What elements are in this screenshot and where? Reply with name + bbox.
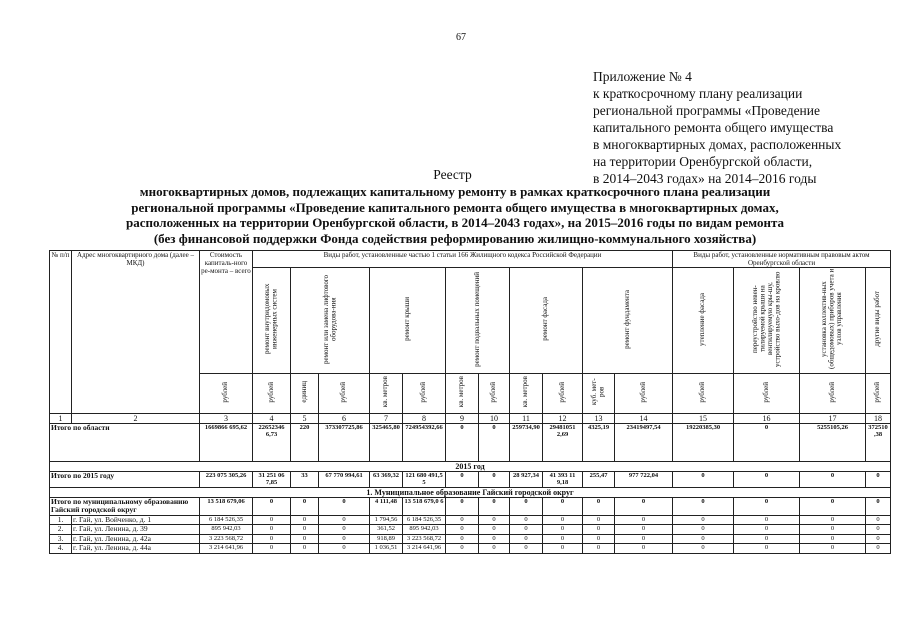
value-cell: 28 927,34	[510, 471, 543, 487]
value-cell: 0	[446, 497, 479, 515]
column-number: 5	[291, 413, 319, 423]
header-address: Адрес многоквартирного дома (далее – МКД)	[72, 251, 200, 414]
value-cell: 0	[734, 515, 800, 525]
value-cell: 13 518 679,06	[200, 497, 253, 515]
value-cell: 3 214 641,96	[200, 544, 253, 554]
column-number: 11	[510, 413, 543, 423]
work-type-header: ремонт фасада	[510, 268, 583, 374]
column-number: 13	[583, 413, 615, 423]
header-row	[50, 251, 891, 268]
column-number: 4	[253, 413, 291, 423]
value-cell: 0	[253, 497, 291, 515]
value-cell: 0	[319, 515, 370, 525]
value-cell: 0	[866, 544, 891, 554]
value-cell: 0	[800, 497, 866, 515]
appendix-line: в многоквартирных домах, расположенных	[593, 137, 842, 152]
unit-cell: единиц	[291, 374, 319, 414]
total-2015-label: Итого по 2015 году	[50, 471, 200, 487]
value-cell: 1 036,51	[370, 544, 403, 554]
row-number: 4.	[50, 544, 72, 554]
value-cell: 0	[543, 534, 583, 544]
unit-cell: рублей	[319, 374, 370, 414]
value-cell: 361,52	[370, 525, 403, 535]
value-cell: 0	[479, 471, 510, 487]
section-label: 1. Муниципальное образование Гайский городской округ	[50, 487, 891, 497]
value-cell: 0	[291, 525, 319, 535]
value-cell: 0	[583, 515, 615, 525]
value-cell: 0	[673, 544, 734, 554]
value-cell: 0	[866, 525, 891, 535]
work-type-header: утепление фасада	[673, 268, 734, 374]
value-cell: 0	[446, 534, 479, 544]
value-cell: 4 111,48	[370, 497, 403, 515]
value-cell: 0	[615, 544, 673, 554]
row-number: 2.	[50, 525, 72, 535]
column-number: 15	[673, 413, 734, 423]
value-cell: 0	[800, 471, 866, 487]
value-cell: 0	[673, 534, 734, 544]
house-row	[50, 515, 891, 525]
value-cell: 0	[510, 515, 543, 525]
column-number: 8	[403, 413, 446, 423]
unit-cell: рублей	[479, 374, 510, 414]
year-row	[50, 461, 891, 471]
unit-cell: рублей	[866, 374, 891, 414]
work-type-header: установка коллектив-ных (общедомовых) приборов учета и узлов управления	[800, 268, 866, 374]
value-cell: 0	[479, 534, 510, 544]
value-cell: 0	[734, 544, 800, 554]
unit-cell: рублей	[673, 374, 734, 414]
total-region-label: Итого по области	[50, 423, 200, 461]
value-cell: 0	[583, 525, 615, 535]
work-type-header: ремонт или замена лифтового оборудова-ния	[291, 268, 370, 374]
column-number: 14	[615, 413, 673, 423]
appendix-line: капитального ремонта общего имущества	[593, 120, 834, 135]
value-cell: 0	[543, 525, 583, 535]
value-cell: 0	[543, 497, 583, 515]
value-cell: 0	[446, 544, 479, 554]
value-cell: 0	[446, 515, 479, 525]
value-cell: 0	[866, 534, 891, 544]
houses-body	[50, 515, 891, 553]
value-cell: 0	[734, 534, 800, 544]
value-cell: 0	[291, 534, 319, 544]
unit-cell: рублей	[253, 374, 291, 414]
value-cell: 0	[479, 544, 510, 554]
value-cell: 373307725,86	[319, 423, 370, 461]
value-cell: 0	[446, 423, 479, 461]
work-type-header: ремонт внутридомовых инженерных систем	[253, 268, 291, 374]
registry-table	[49, 250, 891, 554]
value-cell: 19220385,30	[673, 423, 734, 461]
unit-cell: рублей	[543, 374, 583, 414]
column-numbers-row	[50, 413, 891, 423]
header-group-federal: Виды работ, установленные частью 1 статьи 166 Жилищного кодекса Российской Федерации	[253, 251, 673, 268]
value-cell: 0	[446, 525, 479, 535]
value-cell: 3 214 641,96	[403, 544, 446, 554]
value-cell: 0	[479, 497, 510, 515]
appendix-line: на территории Оренбургской области,	[593, 154, 813, 169]
unit-cell: куб. мет-ров	[583, 374, 615, 414]
column-number: 18	[866, 413, 891, 423]
house-address: г. Гай, ул. Ленина, д. 42а	[72, 534, 200, 544]
total-mo-row	[50, 497, 891, 515]
column-number: 9	[446, 413, 479, 423]
value-cell: 0	[291, 515, 319, 525]
value-cell: 3 223 568,72	[200, 534, 253, 544]
appendix-line: к краткосрочному плану реализации	[593, 86, 803, 101]
subtitle-line: региональной программы «Проведение капитального ремонта общего имущества в многоквартирных домах,	[131, 199, 779, 215]
value-cell: 0	[253, 525, 291, 535]
header-group-regional: Виды работ, установленные нормативным правовым актом Оренбургской области	[673, 251, 891, 268]
header-num: № п/п	[50, 251, 72, 414]
appendix-line: Приложение № 4	[593, 69, 692, 84]
value-cell: 0	[800, 544, 866, 554]
value-cell: 0	[734, 497, 800, 515]
value-cell: 977 722,04	[615, 471, 673, 487]
unit-cell: рублей	[734, 374, 800, 414]
value-cell: 4325,19	[583, 423, 615, 461]
value-cell: 895 942,03	[200, 525, 253, 535]
column-number: 16	[734, 413, 800, 423]
value-cell: 0	[583, 544, 615, 554]
value-cell: 0	[479, 525, 510, 535]
work-type-header: переустройство невен-тилируемой крыши на вентилируемую кры-шу, устройство выхо-дов на кровлю	[734, 268, 800, 374]
value-cell: 255,47	[583, 471, 615, 487]
value-cell: 0	[866, 497, 891, 515]
value-cell: 0	[615, 515, 673, 525]
value-cell: 0	[800, 515, 866, 525]
value-cell: 41 393 11 9,18	[543, 471, 583, 487]
work-type-header: ремонт крыши	[370, 268, 446, 374]
value-cell: 0	[319, 525, 370, 535]
value-cell: 0	[319, 497, 370, 515]
value-cell: 0	[734, 423, 800, 461]
value-cell: 0	[615, 525, 673, 535]
value-cell: 0	[800, 534, 866, 544]
value-cell: 0	[734, 471, 800, 487]
value-cell: 0	[446, 471, 479, 487]
unit-cell: рублей	[403, 374, 446, 414]
unit-cell: рублей	[615, 374, 673, 414]
unit-cell: кв. метров	[370, 374, 403, 414]
value-cell: 31 251 06 7,85	[253, 471, 291, 487]
value-cell: 0	[510, 497, 543, 515]
value-cell: 1669866 695,62	[200, 423, 253, 461]
house-row	[50, 534, 891, 544]
total-mo-label: Итого по муниципальному образованию Гайский городской округ	[50, 497, 200, 515]
value-cell: 0	[673, 525, 734, 535]
value-cell: 67 770 994,61	[319, 471, 370, 487]
value-cell: 895 942,03	[403, 525, 446, 535]
value-cell: 121 680 491,5 5	[403, 471, 446, 487]
value-cell: 29481051 2,69	[543, 423, 583, 461]
value-cell: 0	[291, 544, 319, 554]
value-cell: 0	[866, 471, 891, 487]
column-number: 6	[319, 413, 370, 423]
value-cell: 0	[319, 534, 370, 544]
value-cell: 0	[510, 534, 543, 544]
row-number: 1.	[50, 515, 72, 525]
value-cell: 23419497,54	[615, 423, 673, 461]
value-cell: 0	[800, 525, 866, 535]
value-cell: 0	[479, 515, 510, 525]
work-type-header: ремонт фундамента	[583, 268, 673, 374]
value-cell: 0	[734, 525, 800, 535]
value-cell: 0	[673, 497, 734, 515]
value-cell: 0	[583, 497, 615, 515]
total-region-row	[50, 423, 891, 461]
value-cell: 724954392,66	[403, 423, 446, 461]
column-number: 17	[800, 413, 866, 423]
column-number: 3	[200, 413, 253, 423]
row-number: 3.	[50, 534, 72, 544]
house-address: г. Гай, ул. Войченко, д. 1	[72, 515, 200, 525]
value-cell: 6 184 526,35	[200, 515, 253, 525]
value-cell: 0	[866, 515, 891, 525]
value-cell: 0	[673, 471, 734, 487]
value-cell: 0	[583, 534, 615, 544]
value-cell: 0	[253, 544, 291, 554]
house-row	[50, 544, 891, 554]
value-cell: 5255105,26	[800, 423, 866, 461]
value-cell: 0	[543, 515, 583, 525]
value-cell: 372510 ,38	[866, 423, 891, 461]
house-address: г. Гай, ул. Ленина, д. 44а	[72, 544, 200, 554]
value-cell: 259734,90	[510, 423, 543, 461]
subtitle-line: многоквартирных домов, подлежащих капитальному ремонту в рамках краткосрочного плана реализации	[139, 184, 771, 199]
value-cell: 0	[510, 525, 543, 535]
value-cell: 1 794,56	[370, 515, 403, 525]
unit-cell: рублей	[800, 374, 866, 414]
value-cell: 63 369,32	[370, 471, 403, 487]
column-number: 2	[72, 413, 200, 423]
work-type-header: другие виды работ	[866, 268, 891, 374]
value-cell: 0	[479, 423, 510, 461]
value-cell: 220	[291, 423, 319, 461]
value-cell: 0	[615, 534, 673, 544]
value-cell: 0	[615, 497, 673, 515]
appendix-line: в 2014–2043 годах» на 2014–2016 годы	[593, 171, 817, 186]
work-type-header: ремонт подвальных помещений	[446, 268, 510, 374]
total-2015-row	[50, 471, 891, 487]
value-cell: 6 184 526,35	[403, 515, 446, 525]
value-cell: 0	[543, 544, 583, 554]
value-cell: 33	[291, 471, 319, 487]
value-cell: 0	[253, 534, 291, 544]
year-label: 2015 год	[50, 461, 891, 471]
column-number: 12	[543, 413, 583, 423]
value-cell: 0	[291, 497, 319, 515]
unit-cell: кв. метров	[446, 374, 479, 414]
value-cell: 3 223 568,72	[403, 534, 446, 544]
subtitle-line: (без финансовой поддержки Фонда содействия реформированию жилищно-коммунального хозяйства)	[153, 230, 757, 246]
value-cell: 918,89	[370, 534, 403, 544]
value-cell: 0	[510, 544, 543, 554]
value-cell: 22652346 6,73	[253, 423, 291, 461]
column-number: 10	[479, 413, 510, 423]
subtitle-line: расположенных на территории Оренбургской области, в 2014–2043 годах», на 2015–2016 годы по видам ремонта	[125, 215, 785, 230]
value-cell: 0	[253, 515, 291, 525]
value-cell: 0	[319, 544, 370, 554]
section-row	[50, 487, 891, 497]
value-cell: 0	[673, 515, 734, 525]
registry-subtitle	[60, 184, 850, 246]
registry-title: Реестр	[433, 167, 472, 182]
header-cost: Стоимость капиталь-ного ре-монта – всего	[200, 251, 253, 374]
house-address: г. Гай, ул. Ленина, д. 39	[72, 525, 200, 535]
page-number: 67	[456, 32, 466, 43]
value-cell: 325465,80	[370, 423, 403, 461]
column-number: 7	[370, 413, 403, 423]
house-row	[50, 525, 891, 535]
unit-cell: рублей	[200, 374, 253, 414]
unit-cell: кв. метров	[510, 374, 543, 414]
appendix-line: региональной программы «Проведение	[593, 103, 821, 118]
value-cell: 223 075 305,26	[200, 471, 253, 487]
value-cell: 13 518 679,0 6	[403, 497, 446, 515]
column-number: 1	[50, 413, 72, 423]
